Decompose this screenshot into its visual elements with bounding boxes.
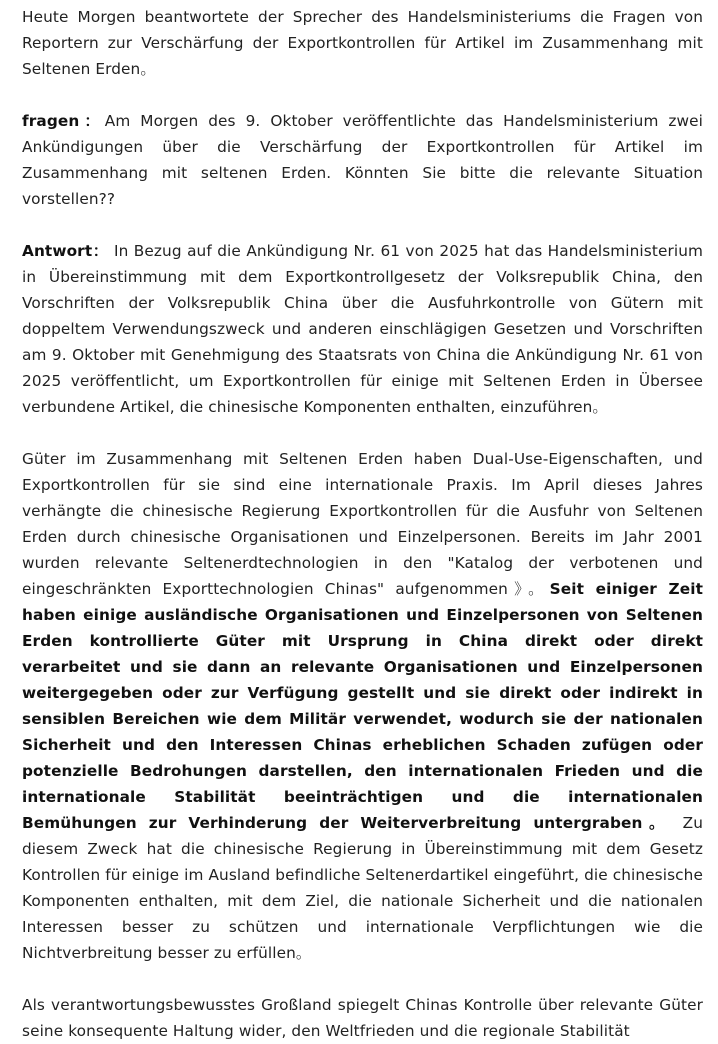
rare-earth-bold-text: Seit einiger Zeit haben einige ausländische Organisationen und Einzelpersonen von Seltenen Erden kontrollierte Güter mit Ursprung in China direkt oder direkt verarbeitet und sie dann an relevante Organisationen und Einzelpersonen weitergegeben oder zur Verfügung gestellt und sie direkt oder indirekt in sensiblen Bereichen wie dem Militär verwendet, wodurch sie der nationalen Sicherheit und den Interessen Chinas erheblichen Schaden zufügen oder potenzielle Bedrohungen darstellen, den internationalen Frieden und die internationale Stabilität beeinträchtigen und die internationalen Bemühungen zur Verhinderung der Weiterverbreitung untergraben。 bbox=[22, 580, 703, 832]
article-body bbox=[22, 4, 703, 1044]
intro-paragraph: Heute Morgen beantwortete der Sprecher des Handelsministeriums die Fragen von Reportern zur Verschärfung der Exportkontrollen für Artikel im Zusammenhang mit Seltenen Erden。 bbox=[22, 8, 703, 78]
answer-text: In Bezug auf die Ankündigung Nr. 61 von 2025 hat das Handelsministerium in Übereinstimmung mit dem Exportkontrollgesetz der Volksrepublik China, den Vorschriften der Volksrepublik China über die Ausfuhrkontrolle von Gütern mit doppeltem Verwendungszweck und anderen einschlägigen Gesetzen und Vorschriften am 9. Oktober mit Genehmigung des Staatsrats von China die Ankündigung Nr. 61 von 2025 veröffentlicht, um Exportkontrollen für einige mit Seltenen Erden in Übersee verbundene Artikel, die chinesische Komponenten enthalten, einzuführen。 bbox=[22, 242, 703, 416]
rare-earth-tail-text: Zu diesem Zweck hat die chinesische Regierung in Übereinstimmung mit dem Gesetz Kontrollen für einige im Ausland befindliche Seltenerdartikel eingeführt, die chinesische Komponenten enthalten, mit dem Ziel, die nationale Sicherheit und die nationalen Interessen besser zu schützen und internationale Verpflichtungen wie die Nichtverbreitung besser zu erfüllen。 bbox=[22, 814, 703, 962]
answer-label: Antwort： bbox=[22, 242, 109, 260]
question-paragraph bbox=[22, 108, 703, 212]
question-text: Am Morgen des 9. Oktober veröffentlichte das Handelsministerium zwei Ankündigungen über die Verschärfung der Exportkontrollen für Artikel im Zusammenhang mit seltenen Erden. Könnten Sie bitte die relevante Situation vorstellen?? bbox=[22, 112, 704, 208]
rare-earth-paragraph bbox=[22, 446, 703, 966]
question-label: fragen： bbox=[22, 112, 105, 130]
responsible-power-paragraph: Als verantwortungsbewusstes Großland spiegelt Chinas Kontrolle über relevante Güter seine konsequente Haltung wider, den Weltfrieden und die regionale Stabilität bbox=[22, 996, 703, 1040]
answer-paragraph bbox=[22, 238, 703, 420]
rare-earth-lead-text: Güter im Zusammenhang mit Seltenen Erden haben Dual-Use-Eigenschaften, und Exportkontrollen für sie sind eine internationale Praxis. Im April dieses Jahres verhängte die chinesische Regierung Exportkontrollen für die Ausfuhr von Seltenen Erden durch chinesische Organisationen und Einzelpersonen. Bereits im Jahr 2001 wurden relevante Seltenerdtechnologien in den "Katalog der verbotenen und eingeschränkten Exporttechnologien Chinas" aufgenommen》。 bbox=[22, 450, 703, 598]
